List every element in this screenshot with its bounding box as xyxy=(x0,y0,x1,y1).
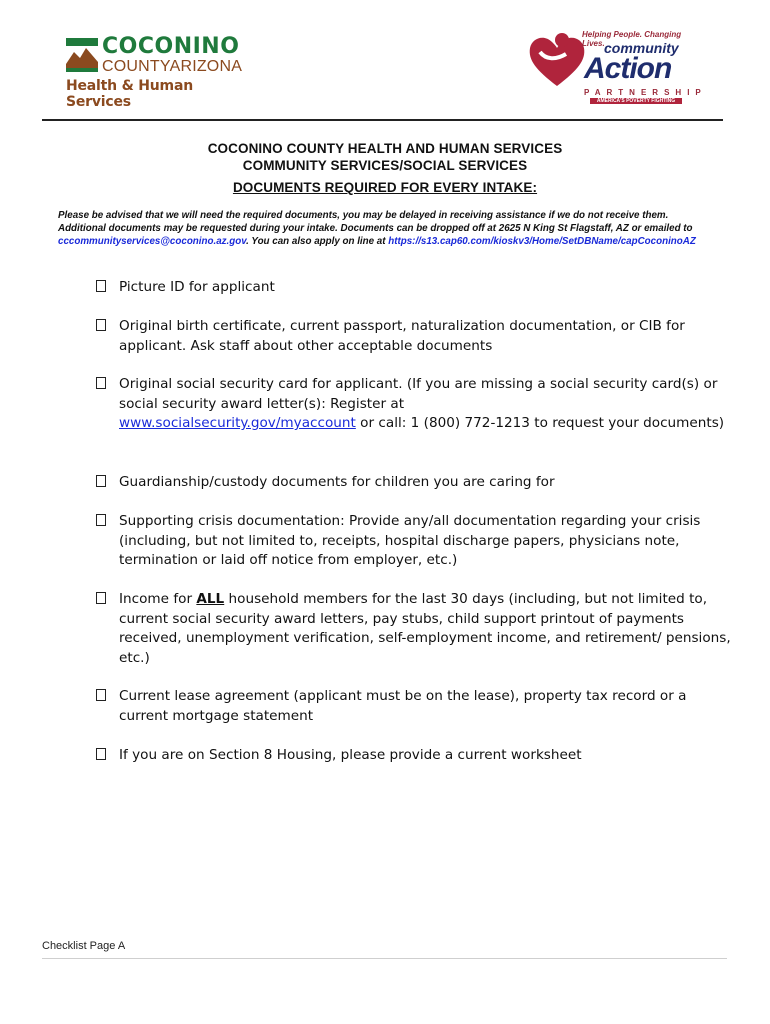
logo-action-word: Action xyxy=(584,52,672,85)
item-text xyxy=(119,375,736,434)
item-text: Current lease agreement (applicant must be on the lease), property tax record or a current mortgage statement xyxy=(119,688,687,724)
item-text: Picture ID for applicant xyxy=(119,279,275,295)
item-text: If you are on Section 8 Housing, please provide a current worksheet xyxy=(119,747,582,763)
logo-line-health-human-services: Health & Human Services xyxy=(66,78,193,110)
checkbox[interactable] xyxy=(96,280,106,292)
checkbox[interactable] xyxy=(96,592,106,604)
checkbox[interactable] xyxy=(96,377,106,389)
title-documents-required: DOCUMENTS REQUIRED FOR EVERY INTAKE: xyxy=(232,180,538,195)
logo-community-word: community xyxy=(604,40,679,56)
item-text: Supporting crisis documentation: Provide any/all documentation regarding your crisis (including, but not limited to, receipts, hospital discharge papers, physicians note, termination or laid off notice from employer, etc.) xyxy=(119,513,701,568)
item-text: Original birth certificate, current passport, naturalization documentation, or CIB for applicant. Ask staff about other acceptable documents xyxy=(119,318,685,354)
checklist-item-guardianship xyxy=(96,473,736,493)
item-text: Guardianship/custody documents for children you are caring for xyxy=(119,474,555,490)
item-text-post: household members for the last 30 days (including, but not limited to, current social security award letters, pay stubs, child support printout of payments received, unemployment verification, self-employment income, and retirement/ pensions, etc.) xyxy=(119,591,731,666)
title-division: COMMUNITY SERVICES/SOCIAL SERVICES xyxy=(242,158,528,173)
notice-text-part2: . You can also apply on line at xyxy=(246,236,389,247)
mountain-logo-icon xyxy=(66,36,98,74)
checkbox[interactable] xyxy=(96,319,106,331)
checklist-item-birth-certificate xyxy=(96,317,736,356)
checklist-item-picture-id xyxy=(96,278,736,298)
checkbox[interactable] xyxy=(96,514,106,526)
checkbox[interactable] xyxy=(96,689,106,701)
item-text-pre: Original social security card for applicant. (If you are missing a social security card(s) or social security award letter(s): Register at xyxy=(119,376,718,412)
community-action-partnership-logo xyxy=(524,26,707,110)
checklist-item-social-security xyxy=(96,375,736,434)
checklist-item-crisis-documentation xyxy=(96,512,736,571)
checkbox[interactable] xyxy=(96,475,106,487)
checklist-item-income xyxy=(96,590,736,668)
checklist-item-section-8 xyxy=(96,746,736,766)
footer-divider xyxy=(42,958,727,959)
logo-network-banner: AMERICA'S POVERTY FIGHTING NETWORK xyxy=(590,98,682,104)
item-text xyxy=(119,590,736,668)
title-department: COCONINO COUNTY HEALTH AND HUMAN SERVICES xyxy=(207,141,563,156)
logo-tagline: Helping People. Changing Lives. xyxy=(582,30,682,48)
logo-partnership-word: PARTNERSHIP xyxy=(584,88,707,97)
coconino-county-logo xyxy=(66,34,243,110)
notice-apply-url-link[interactable]: https://s13.cap60.com/kioskv3/Home/SetDBName/capCoconinoAZ xyxy=(388,236,696,247)
social-security-link[interactable]: www.socialsecurity.gov/myaccount xyxy=(119,415,356,431)
heart-person-icon xyxy=(526,30,588,90)
logo-line-coconino: COCONINO xyxy=(102,34,240,59)
header-divider xyxy=(42,119,723,121)
checkbox[interactable] xyxy=(96,748,106,760)
page-footer-label: Checklist Page A xyxy=(42,940,126,952)
item-text-emphasis: ALL xyxy=(196,591,225,607)
checklist-item-lease-agreement xyxy=(96,687,736,726)
item-text-post: or call: 1 (800) 772-1213 to request your documents) xyxy=(355,415,725,431)
notice-text-part1: Please be advised that we will need the required documents, you may be delayed in receiving assistance if we do not receive them. Additional documents may be requested during your intake. Documents can be dropped off at 2625 N King St Flagstaff, AZ or emailed to xyxy=(58,210,693,234)
logo-line-county-arizona: COUNTYARIZONA xyxy=(102,58,243,75)
advisory-notice xyxy=(58,209,708,248)
item-text-pre: Income for xyxy=(119,591,197,607)
notice-email-link[interactable]: cccommunityservices@coconino.az.gov xyxy=(58,236,247,247)
